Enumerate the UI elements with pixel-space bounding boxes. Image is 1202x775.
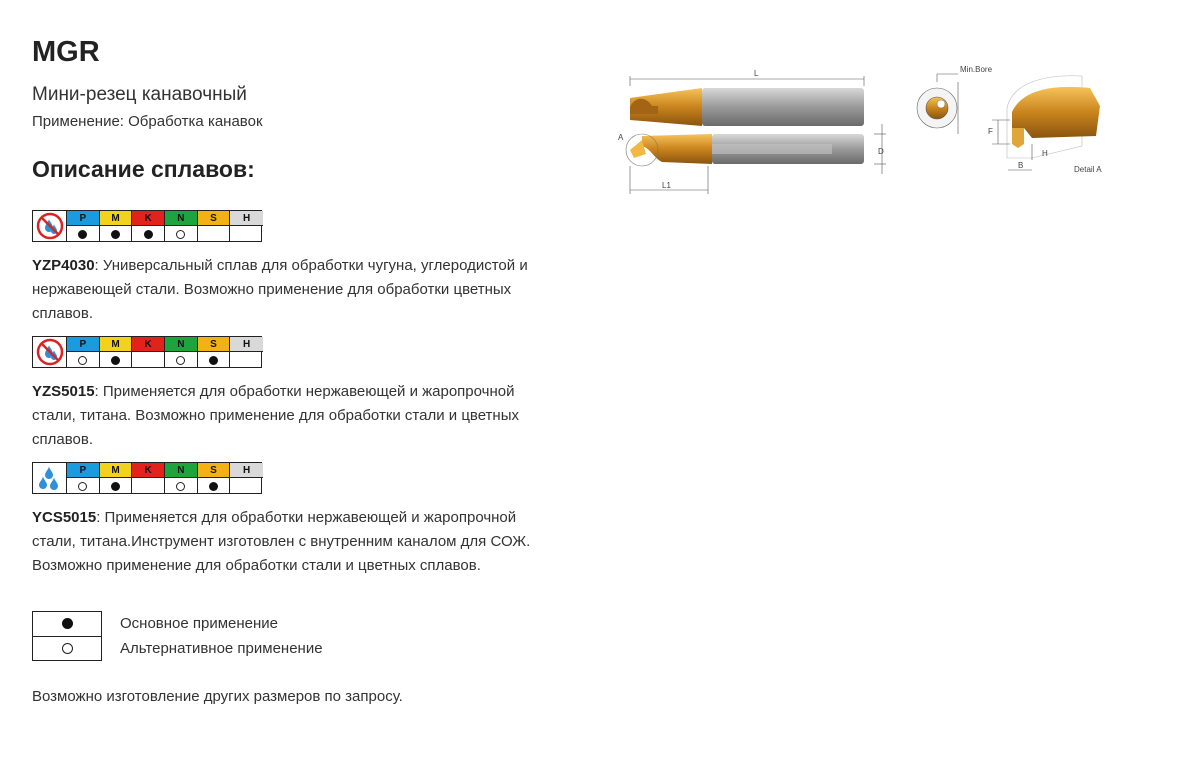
iso-header-h: H (230, 211, 263, 226)
alloy-code: YZS5015 (32, 383, 95, 400)
alloy-text: : Универсальный сплав для обработки чугуна, углеродистой и нержавеющей стали. Возможно применение для обработки цветных сплавов. (32, 257, 528, 322)
legend-main-label: Основное применение (120, 615, 279, 632)
iso-cell-n (165, 478, 198, 493)
iso-header-k: K (132, 337, 165, 352)
material-table-yzp4030 (32, 210, 262, 242)
iso-header-n: N (165, 337, 198, 352)
iso-cell-p (67, 352, 100, 367)
dim-label-b: B (1018, 161, 1024, 170)
tool-drawing (612, 62, 1112, 202)
iso-header-h: H (230, 463, 263, 478)
page-title: MGR (32, 36, 100, 68)
filled-dot-icon (62, 618, 73, 629)
open-dot-icon (78, 482, 87, 491)
iso-header-s: S (198, 463, 231, 478)
iso-cell-s (198, 478, 231, 493)
iso-header-p: P (67, 211, 100, 226)
filled-dot-icon (209, 356, 218, 365)
alloy-description-yzp4030 (32, 254, 552, 326)
dim-label-f: F (988, 127, 993, 136)
iso-header-m: M (100, 463, 133, 478)
iso-header-h: H (230, 337, 263, 352)
coolant-drops-icon (33, 463, 67, 493)
dim-label-min-bore: Min.Bore (960, 65, 993, 74)
iso-header-m: M (100, 337, 133, 352)
alloy-text: : Применяется для обработки нержавеющей и жаропрочной стали, титана. Возможно применение для обработки стали и цветных сплавов. (32, 383, 519, 448)
filled-dot-icon (111, 230, 120, 239)
iso-cell-h (230, 352, 263, 367)
iso-cell-h (230, 226, 263, 241)
open-dot-icon (78, 356, 87, 365)
dim-label-a: A (618, 133, 624, 142)
legend-alternative-label: Альтернативное применение (120, 640, 323, 657)
legend-table (32, 611, 102, 661)
detail-a-label: Detail A (1074, 165, 1102, 174)
iso-cell-s (198, 352, 231, 367)
iso-header-m: M (100, 211, 133, 226)
iso-header-k: K (132, 211, 165, 226)
iso-cell-m (100, 478, 133, 493)
iso-header-k: K (132, 463, 165, 478)
iso-cell-m (100, 352, 133, 367)
alloy-description-ycs5015 (32, 506, 552, 578)
open-dot-icon (62, 643, 73, 654)
alloy-description-yzs5015 (32, 380, 552, 452)
alloys-heading: Описание сплавов: (32, 156, 255, 182)
iso-cell-p (67, 478, 100, 493)
iso-cell-m (100, 226, 133, 241)
filled-dot-icon (111, 356, 120, 365)
tool-side-view (618, 124, 886, 194)
product-subtitle: Мини-резец канавочный (32, 84, 247, 105)
alloy-code: YCS5015 (32, 509, 97, 526)
iso-header-p: P (67, 463, 100, 478)
iso-header-s: S (198, 211, 231, 226)
iso-header-p: P (67, 337, 100, 352)
iso-cell-k (132, 226, 165, 241)
alloy-code: YZP4030 (32, 257, 95, 274)
dim-label-l: L (754, 69, 759, 78)
open-dot-icon (176, 230, 185, 239)
material-table-ycs5015 (32, 462, 262, 494)
dim-label-l1: L1 (662, 181, 671, 190)
open-dot-icon (176, 482, 185, 491)
filled-dot-icon (111, 482, 120, 491)
no-coolant-icon (33, 211, 67, 241)
tool-top-view (630, 69, 864, 126)
filled-dot-icon (209, 482, 218, 491)
alloy-text: : Применяется для обработки нержавеющей и жаропрочной стали, титана.Инструмент изготовлен с внутренним каналом для СОЖ. Возможно применение для обработки стали и цветных сплавов. (32, 509, 531, 574)
iso-header-s: S (198, 337, 231, 352)
tool-end-view (917, 65, 993, 134)
iso-cell-p (67, 226, 100, 241)
material-table-yzs5015 (32, 336, 262, 368)
dim-label-h: H (1042, 149, 1048, 158)
application-text: Применение: Обработка канавок (32, 113, 263, 130)
iso-header-n: N (165, 211, 198, 226)
iso-cell-k (132, 352, 165, 367)
filled-dot-icon (78, 230, 87, 239)
no-coolant-icon (33, 337, 67, 367)
open-dot-icon (176, 356, 185, 365)
iso-header-n: N (165, 463, 198, 478)
footnote: Возможно изготовление других размеров по запросу. (32, 688, 403, 705)
filled-dot-icon (144, 230, 153, 239)
iso-cell-k (132, 478, 165, 493)
iso-cell-n (165, 226, 198, 241)
detail-a-view (988, 76, 1102, 174)
iso-cell-s (198, 226, 231, 241)
iso-cell-h (230, 478, 263, 493)
iso-cell-n (165, 352, 198, 367)
dim-label-d: D (878, 147, 884, 156)
